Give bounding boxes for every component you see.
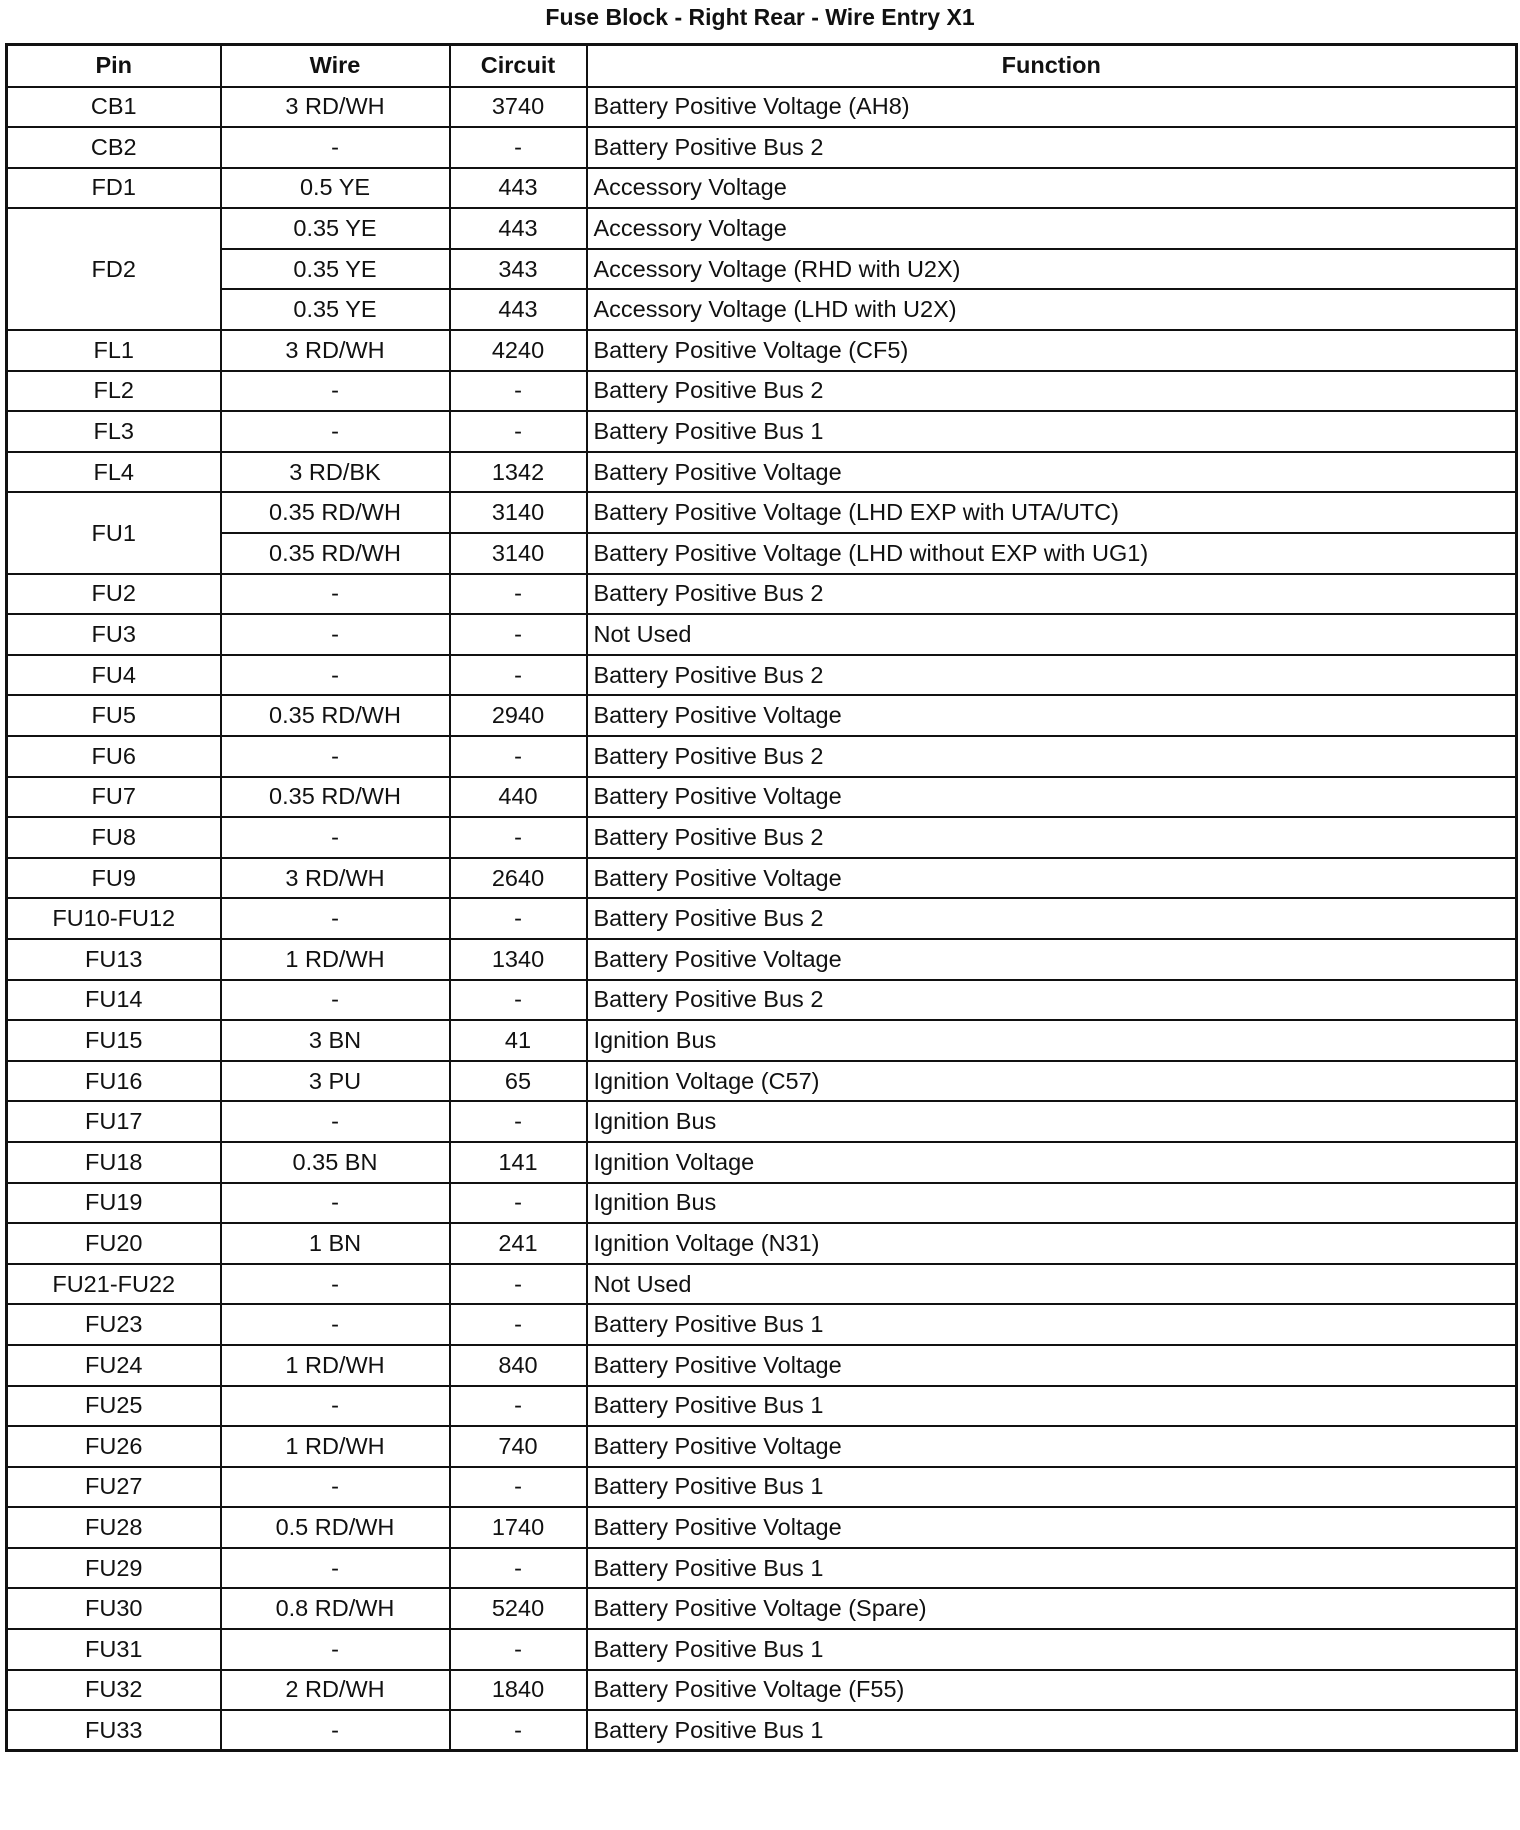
function-cell: Not Used [587,614,1517,655]
table-row [7,249,1517,290]
table-row [7,777,1517,818]
table-row [7,87,1517,128]
table-row [7,1507,1517,1548]
wire-cell: 1 RD/WH [221,1426,450,1467]
function-cell: Ignition Bus [587,1020,1517,1061]
function-cell: Battery Positive Bus 2 [587,655,1517,696]
pin-cell: FU14 [7,980,221,1021]
pin-cell: FU6 [7,736,221,777]
wire-cell: - [221,1183,450,1224]
circuit-cell: 2940 [450,695,587,736]
wire-cell: 0.5 RD/WH [221,1507,450,1548]
wire-cell: - [221,736,450,777]
wire-cell: - [221,371,450,412]
table-row [7,1710,1517,1751]
table-row [7,939,1517,980]
function-cell: Battery Positive Voltage (LHD EXP with UTA/UTC) [587,492,1517,533]
wire-cell: - [221,1710,450,1751]
table-row [7,1548,1517,1589]
table-row [7,371,1517,412]
header-function: Function [587,45,1517,87]
circuit-cell: 343 [450,249,587,290]
wire-cell: - [221,1304,450,1345]
circuit-cell: 141 [450,1142,587,1183]
function-cell: Ignition Voltage [587,1142,1517,1183]
pin-cell: FU29 [7,1548,221,1589]
circuit-cell: 443 [450,168,587,209]
table-row [7,614,1517,655]
circuit-cell: - [450,898,587,939]
pin-cell: FD2 [7,208,221,330]
wire-cell: 1 RD/WH [221,939,450,980]
circuit-cell: 1840 [450,1670,587,1711]
function-cell: Battery Positive Bus 2 [587,574,1517,615]
table-row [7,1142,1517,1183]
pin-cell: FU13 [7,939,221,980]
circuit-cell: - [450,371,587,412]
pin-cell: FU17 [7,1101,221,1142]
table-row [7,1426,1517,1467]
pin-cell: FU19 [7,1183,221,1224]
function-cell: Battery Positive Voltage [587,858,1517,899]
wire-cell: 0.8 RD/WH [221,1588,450,1629]
function-cell: Battery Positive Voltage [587,777,1517,818]
table-row [7,492,1517,533]
function-cell: Ignition Bus [587,1101,1517,1142]
function-cell: Battery Positive Bus 2 [587,980,1517,1021]
wire-cell: 0.5 YE [221,168,450,209]
function-cell: Ignition Voltage (N31) [587,1223,1517,1264]
wire-cell: 1 BN [221,1223,450,1264]
table-row [7,898,1517,939]
function-cell: Battery Positive Voltage (F55) [587,1670,1517,1711]
pin-cell: FU24 [7,1345,221,1386]
pin-cell: FU2 [7,574,221,615]
table-row [7,533,1517,574]
circuit-cell: - [450,411,587,452]
pin-cell: FD1 [7,168,221,209]
header-wire: Wire [221,45,450,87]
pin-cell: CB2 [7,127,221,168]
wire-cell: 2 RD/WH [221,1670,450,1711]
wire-cell: - [221,1101,450,1142]
pin-cell: FU30 [7,1588,221,1629]
header-pin: Pin [7,45,221,87]
wire-cell: 3 RD/WH [221,858,450,899]
table-row [7,980,1517,1021]
function-cell: Battery Positive Voltage [587,939,1517,980]
circuit-cell: 443 [450,208,587,249]
table-row [7,858,1517,899]
wire-cell: 0.35 YE [221,208,450,249]
table-row [7,168,1517,209]
function-cell: Battery Positive Bus 2 [587,736,1517,777]
table-row [7,1670,1517,1711]
table-row [7,1386,1517,1427]
wire-cell: 3 PU [221,1061,450,1102]
function-cell: Battery Positive Bus 1 [587,1304,1517,1345]
circuit-cell: 65 [450,1061,587,1102]
pin-cell: FL4 [7,452,221,493]
function-cell: Battery Positive Bus 1 [587,1386,1517,1427]
circuit-cell: - [450,1548,587,1589]
function-cell: Battery Positive Bus 2 [587,371,1517,412]
wire-cell: - [221,898,450,939]
table-row [7,1020,1517,1061]
pin-cell: FU4 [7,655,221,696]
wire-cell: 0.35 RD/WH [221,533,450,574]
pin-cell: FU5 [7,695,221,736]
pin-cell: FU31 [7,1629,221,1670]
pin-cell: CB1 [7,87,221,128]
function-cell: Battery Positive Voltage [587,452,1517,493]
pin-cell: FU7 [7,777,221,818]
circuit-cell: 41 [450,1020,587,1061]
wire-cell: - [221,1264,450,1305]
function-cell: Ignition Bus [587,1183,1517,1224]
page-title: Fuse Block - Right Rear - Wire Entry X1 [545,4,975,30]
header-row [7,45,1517,87]
function-cell: Battery Positive Bus 2 [587,898,1517,939]
circuit-cell: 3140 [450,533,587,574]
table-row [7,695,1517,736]
wire-cell: 0.35 RD/WH [221,777,450,818]
function-cell: Battery Positive Bus 2 [587,817,1517,858]
table-row [7,1304,1517,1345]
table-row [7,1101,1517,1142]
pin-cell: FU15 [7,1020,221,1061]
circuit-cell: 4240 [450,330,587,371]
circuit-cell: - [450,1710,587,1751]
pin-cell: FU8 [7,817,221,858]
circuit-cell: - [450,1629,587,1670]
function-cell: Battery Positive Voltage [587,695,1517,736]
pin-cell: FU16 [7,1061,221,1102]
pin-cell: FU20 [7,1223,221,1264]
table-row [7,817,1517,858]
table-row [7,1629,1517,1670]
wire-cell: - [221,817,450,858]
circuit-cell: 2640 [450,858,587,899]
function-cell: Battery Positive Bus 2 [587,127,1517,168]
wire-cell: - [221,1629,450,1670]
wire-cell: 3 RD/WH [221,87,450,128]
pin-cell: FU32 [7,1670,221,1711]
circuit-cell: - [450,1183,587,1224]
table-row [7,1061,1517,1102]
pin-cell: FL1 [7,330,221,371]
table-row [7,1467,1517,1508]
table-row [7,208,1517,249]
table-row [7,1223,1517,1264]
function-cell: Accessory Voltage (RHD with U2X) [587,249,1517,290]
wire-cell: 0.35 YE [221,289,450,330]
wire-cell: 0.35 YE [221,249,450,290]
wire-cell: - [221,1467,450,1508]
wire-cell: - [221,655,450,696]
function-cell: Battery Positive Voltage (Spare) [587,1588,1517,1629]
table-row [7,1183,1517,1224]
pin-cell: FL3 [7,411,221,452]
circuit-cell: - [450,1467,587,1508]
circuit-cell: - [450,614,587,655]
wire-cell: 3 BN [221,1020,450,1061]
circuit-cell: - [450,817,587,858]
table-row [7,1345,1517,1386]
function-cell: Battery Positive Voltage (AH8) [587,87,1517,128]
pin-cell: FL2 [7,371,221,412]
function-cell: Accessory Voltage [587,208,1517,249]
pin-cell: FU1 [7,492,221,573]
table-row [7,330,1517,371]
function-cell: Battery Positive Voltage [587,1345,1517,1386]
function-cell: Battery Positive Bus 1 [587,411,1517,452]
table-row [7,1264,1517,1305]
circuit-cell: 5240 [450,1588,587,1629]
circuit-cell: - [450,736,587,777]
circuit-cell: - [450,980,587,1021]
function-cell: Accessory Voltage (LHD with U2X) [587,289,1517,330]
wire-cell: 0.35 BN [221,1142,450,1183]
function-cell: Battery Positive Voltage (LHD without EXP with UG1) [587,533,1517,574]
circuit-cell: 3740 [450,87,587,128]
wire-cell: 3 RD/WH [221,330,450,371]
table-row [7,452,1517,493]
table-row [7,574,1517,615]
circuit-cell: 1342 [450,452,587,493]
function-cell: Battery Positive Voltage (CF5) [587,330,1517,371]
circuit-cell: - [450,574,587,615]
table-row [7,289,1517,330]
table-row [7,655,1517,696]
circuit-cell: 443 [450,289,587,330]
circuit-cell: - [450,1304,587,1345]
function-cell: Battery Positive Voltage [587,1426,1517,1467]
table-row [7,1588,1517,1629]
circuit-cell: - [450,1386,587,1427]
pin-table [5,43,1518,1752]
function-cell: Battery Positive Bus 1 [587,1467,1517,1508]
wire-cell: - [221,1386,450,1427]
function-cell: Battery Positive Bus 1 [587,1629,1517,1670]
pin-cell: FU18 [7,1142,221,1183]
circuit-cell: - [450,1101,587,1142]
wire-cell: 3 RD/BK [221,452,450,493]
wire-cell: 0.35 RD/WH [221,492,450,533]
table-row [7,736,1517,777]
wire-cell: - [221,574,450,615]
circuit-cell: 1340 [450,939,587,980]
wire-cell: - [221,614,450,655]
circuit-cell: - [450,1264,587,1305]
function-cell: Accessory Voltage [587,168,1517,209]
pin-cell: FU10-FU12 [7,898,221,939]
wire-cell: 1 RD/WH [221,1345,450,1386]
circuit-cell: - [450,655,587,696]
pin-cell: FU9 [7,858,221,899]
pin-cell: FU21-FU22 [7,1264,221,1305]
function-cell: Battery Positive Bus 1 [587,1548,1517,1589]
function-cell: Not Used [587,1264,1517,1305]
wire-cell: - [221,411,450,452]
pin-cell: FU23 [7,1304,221,1345]
circuit-cell: 740 [450,1426,587,1467]
circuit-cell: - [450,127,587,168]
pin-cell: FU33 [7,1710,221,1751]
circuit-cell: 440 [450,777,587,818]
pin-cell: FU26 [7,1426,221,1467]
function-cell: Battery Positive Voltage [587,1507,1517,1548]
pin-cell: FU3 [7,614,221,655]
circuit-cell: 840 [450,1345,587,1386]
function-cell: Battery Positive Bus 1 [587,1710,1517,1751]
table-row [7,411,1517,452]
circuit-cell: 241 [450,1223,587,1264]
wire-cell: - [221,127,450,168]
circuit-cell: 3140 [450,492,587,533]
pin-cell: FU28 [7,1507,221,1548]
table-row [7,127,1517,168]
wire-cell: 0.35 RD/WH [221,695,450,736]
table-body [7,87,1517,1751]
wire-cell: - [221,1548,450,1589]
wire-cell: - [221,980,450,1021]
pin-cell: FU25 [7,1386,221,1427]
circuit-cell: 1740 [450,1507,587,1548]
pin-cell: FU27 [7,1467,221,1508]
header-circuit: Circuit [450,45,587,87]
function-cell: Ignition Voltage (C57) [587,1061,1517,1102]
